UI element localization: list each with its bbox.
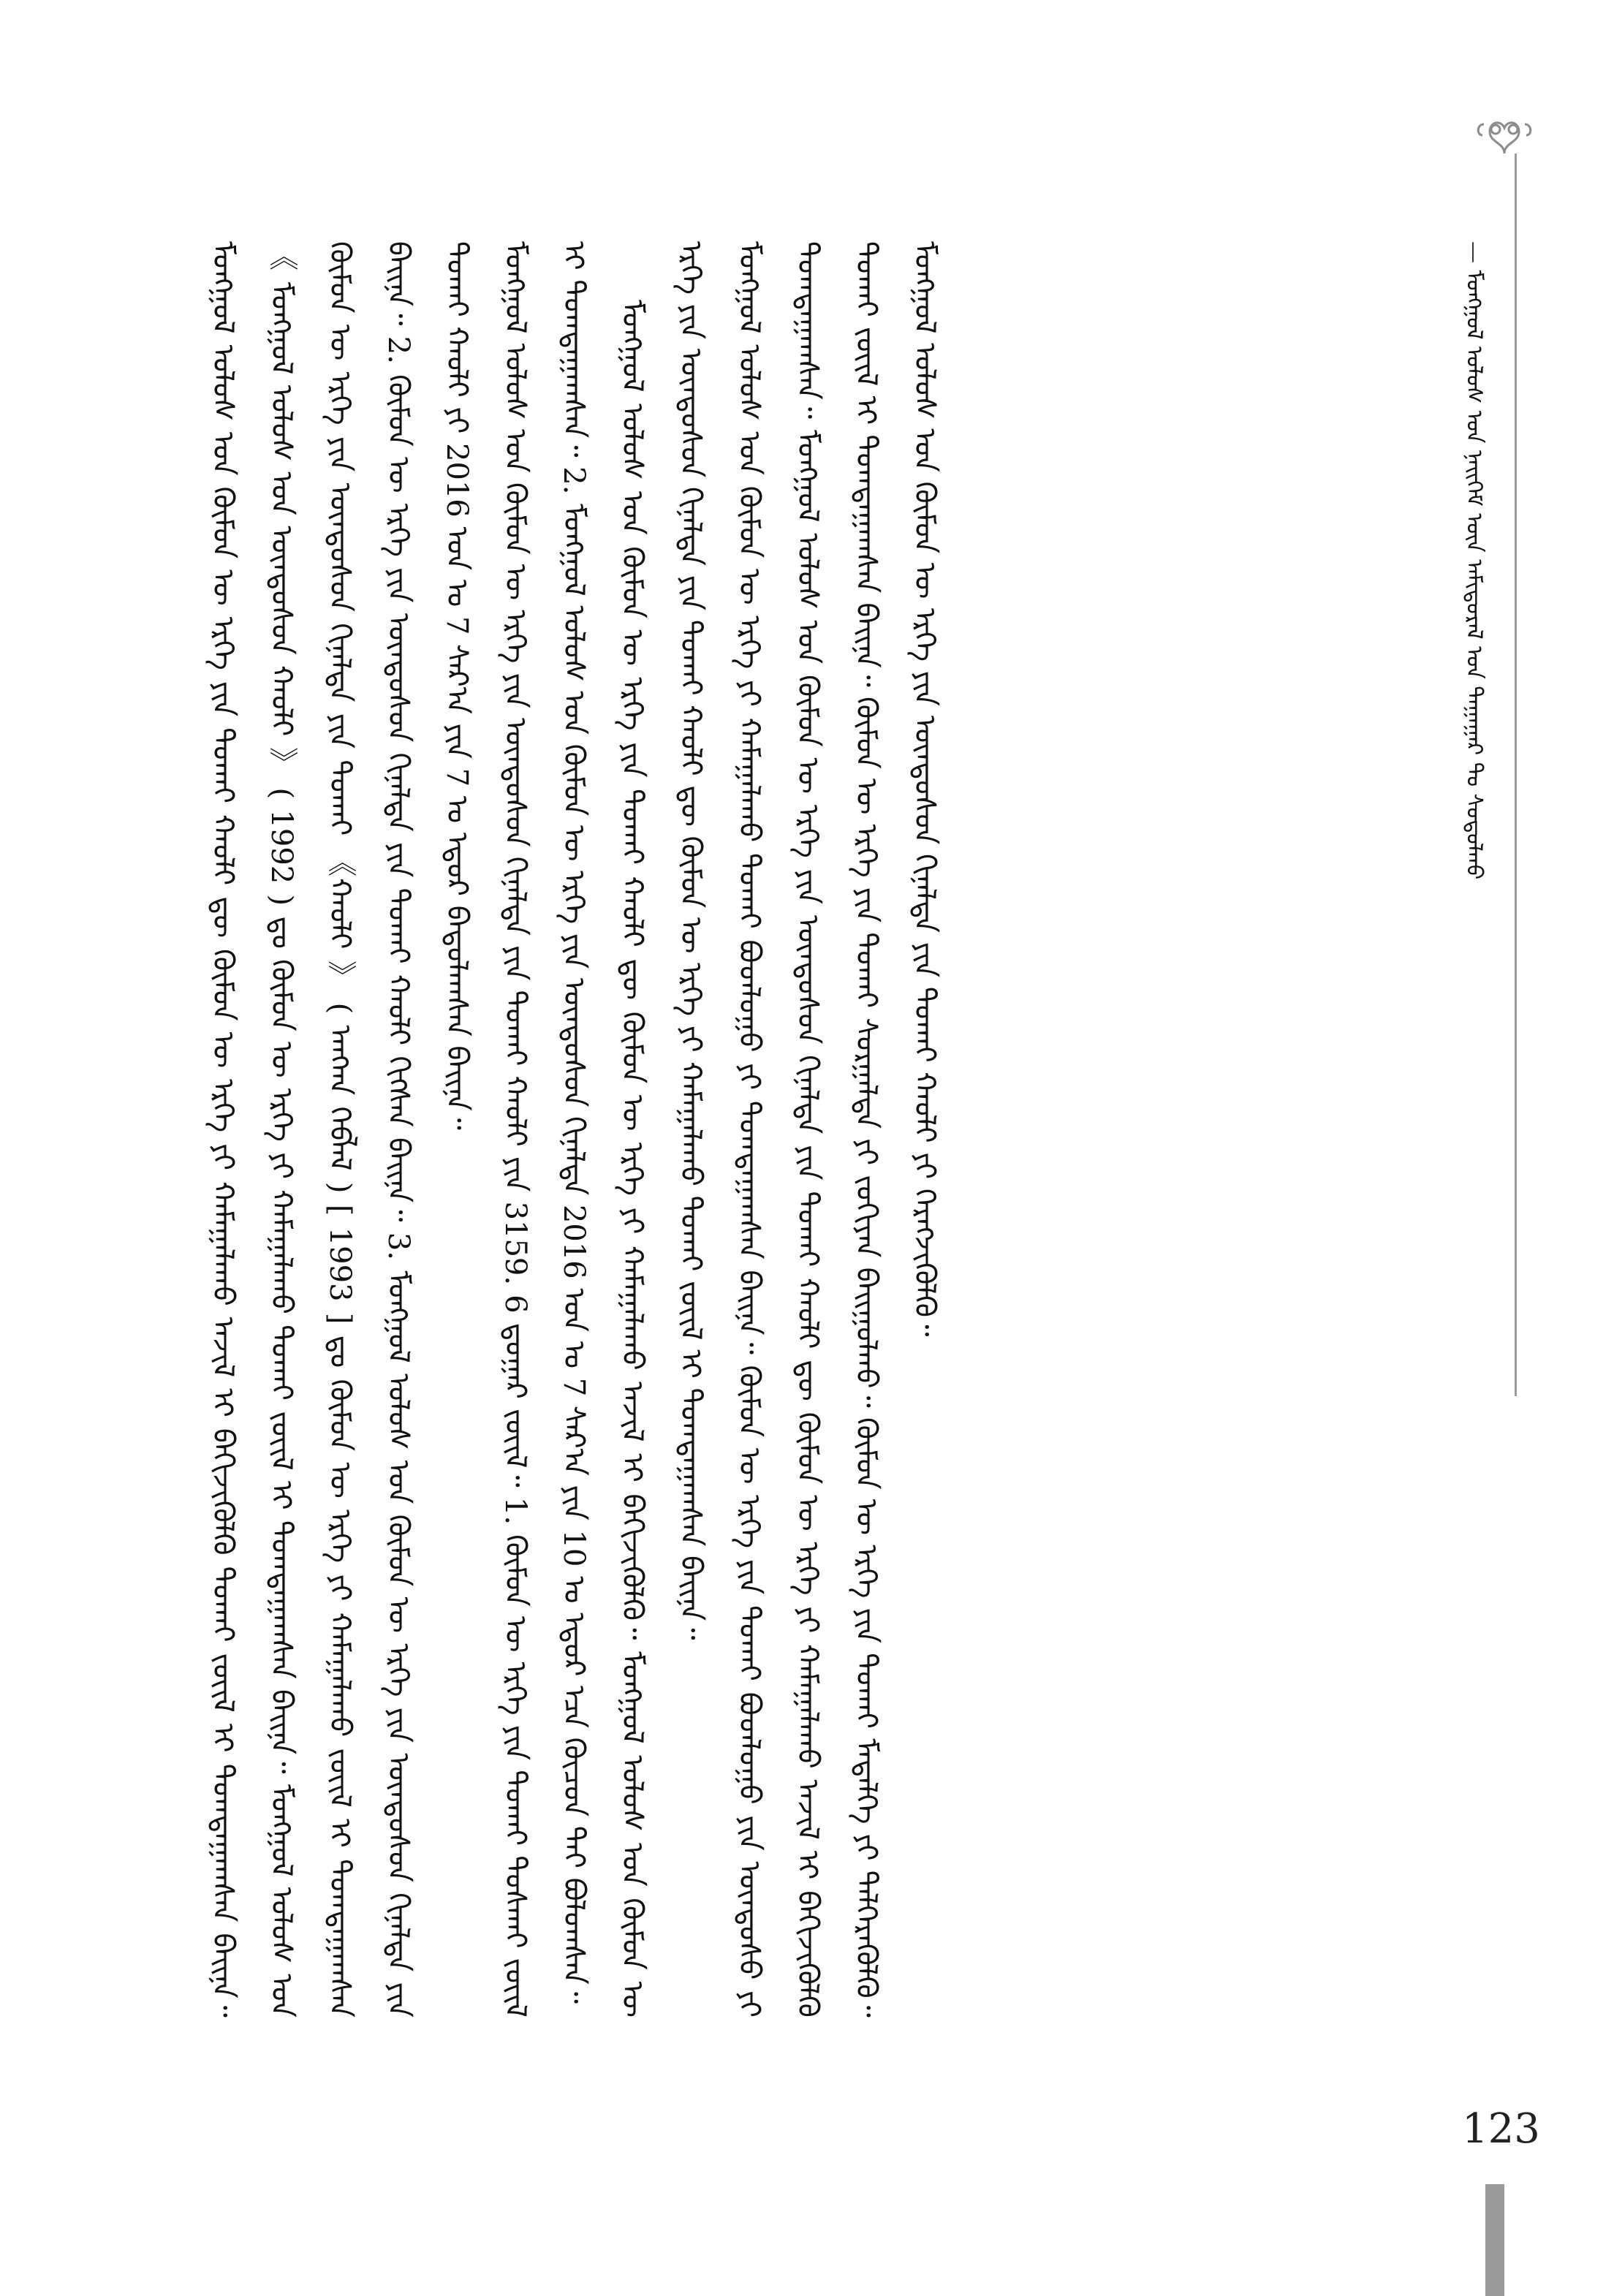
ornament-icon xyxy=(1475,113,1534,157)
page-number: 123 xyxy=(1462,2105,1540,2153)
paragraph: ᠮᠣᠩᠭᠣᠯ ᠤᠯᠤᠰ ᠤᠨ ᠬᠦᠮᠦᠨ ᠦ ᠡᠷᠬᠡ ᠶᠢᠨ ᠲᠤᠬᠠᠢ ᠬᠠᠤᠯᠢ ᠳᠦ ᠬᠦᠮᠦᠨ ᠦ ᠡᠷᠬᠡ ᠶᠢ ᠬᠠᠮᠠᠭᠠᠯᠠᠬᠤ ᠠᠵᠢᠯ ᠢ ᠪᠡᠬᠢᠵᠢᠭᠦᠯᠬᠦ᠃ ᠮᠣᠩᠭᠣᠯ ᠤᠯᠤᠰ ᠤᠨ ᠬᠦᠮᠦᠨ ᠦ ᠡᠷᠬᠡ ᠶᠢᠨ ᠦᠨᠳᠦᠰᠦᠨ ᠬᠢᠨᠠᠯᠲᠠ ᠶᠢᠨ ᠲᠤᠬᠠᠢ ᠬᠠᠤᠯᠢ ᠳᠦ ᠬᠦᠮᠦᠨ ᠦ ᠡᠷᠬᠡ ᠶᠢ ᠬᠠᠮᠠᠭᠠᠯᠠᠬᠤ ᠲᠤᠬᠠᠢ ᠵᠦᠢᠯ ᠢ ᠲᠣᠭᠲᠠᠭᠠᠭᠰᠠᠨ ᠪᠠᠢᠨᠠ᠃ xyxy=(615,241,708,2017)
header-rule xyxy=(1515,154,1517,1396)
paragraph: ᠮᠣᠩᠭᠣᠯ ᠤᠯᠤᠰ ᠤᠨ ᠬᠦᠮᠦᠨ ᠦ ᠡᠷᠬᠡ ᠶᠢᠨ ᠲᠤᠬᠠᠢ ᠬᠠᠤᠯᠢ ᠳᠦ ᠬᠦᠮᠦᠨ ᠦ ᠡᠷᠬᠡ ᠶᠢ ᠬᠠᠮᠠᠭᠠᠯᠠᠬᠤ ᠠᠵᠢᠯ ᠢ ᠪᠡᠬᠢᠵᠢᠭᠦᠯᠬᠦ ᠲᠤᠬᠠᠢ ᠵᠦᠢᠯ ᠢ ᠲᠣᠭᠲᠠᠭᠠᠭᠰᠠᠨ ᠪᠠᠢᠨᠠ᠃ 《 ᠮᠣᠩᠭᠣᠯ ᠤᠯᠤᠰ ᠤᠨ ᠦᠨᠳᠦᠰᠦᠨ ᠬᠠᠤᠯᠢ 》 ( 1992 ) ᠳᠤ ᠬᠦᠮᠦᠨ ᠦ ᠡᠷᠬᠡ ᠶᠢ ᠬᠠᠮᠠᠭᠠᠯᠠᠬᠤ ᠲᠤᠬᠠᠢ ᠵᠦᠢᠯ ᠢ ᠲᠣᠭᠲᠠᠭᠠᠭᠰᠠᠨ ᠪᠠᠢᠨᠠ᠃ ᠮᠣᠩᠭᠣᠯ ᠤᠯᠤᠰ ᠤᠨ ᠬᠦᠮᠦᠨ ᠦ ᠡᠷᠬᠡ ᠶᠢᠨ ᠦᠨᠳᠦᠰᠦᠨ ᠬᠢᠨᠠᠯᠲᠠ ᠶᠢᠨ ᠲᠤᠬᠠᠢ 《ᠬᠠᠤᠯᠢ 》 ( ᠠᠨᠭᠬᠠ ᠬᠡᠪᠯᠡᠯ ) [ 1993 ] ᠳᠤ ᠬᠦᠮᠦᠨ ᠦ ᠡᠷᠬᠡ ᠶᠢ ᠬᠠᠮᠠᠭᠠᠯᠠᠬᠤ ᠵᠦᠢᠯ ᠢ ᠲᠣᠭᠲᠠᠭᠠᠭᠰᠠᠨ ᠪᠠᠢᠨᠠ᠃ 2. ᠬᠦᠮᠦᠨ ᠦ ᠡᠷᠬᠡ ᠶᠢᠨ ᠦᠨᠳᠦᠰᠦᠨ ᠬᠢᠨᠠᠯᠲᠠ ᠶᠢᠨ ᠲᠤᠬᠠᠢ ᠬᠠᠤᠯᠢ ᠬᠢᠭᠰᠡᠨ ᠪᠠᠢᠨᠠ᠃ 3. ᠮᠣᠩᠭᠣᠯ ᠤᠯᠤᠰ ᠤᠨ ᠬᠦᠮᠦᠨ ᠦ ᠡᠷᠬᠡ ᠶᠢᠨ ᠦᠨᠳᠦᠰᠦᠨ ᠬᠢᠨᠠᠯᠲᠠ ᠶᠢᠨ ᠲᠤᠬᠠᠢ ᠬᠠᠤᠯᠢ ᠶᠢ 2016 ᠣᠨ ᠤ 7 ᠰᠠᠷ᠎ᠠ ᠶᠢᠨ 7 ᠤ ᠡᠳᠦᠷ ᠪᠠᠲᠤᠯᠠᠭᠰᠠᠨ ᠪᠠᠢᠨᠠ᠃ xyxy=(206,241,474,2017)
running-head xyxy=(1455,241,1487,1411)
running-head-text: ᠮᠣᠩᠭᠣᠯ ᠤᠯᠤᠰ ᠤᠨ ᠨᠡᠢᠭᠡᠮ ᠦᠨ ᠠᠮᠢᠳᠤᠷᠠᠯ ᠤᠨ ᠳᠠᠭᠠᠭᠠᠷ ᠲᠤ ᠰᠤᠳᠤᠯᠬᠤ xyxy=(1461,270,1487,880)
page-edge-tab xyxy=(1485,2184,1504,2296)
header-dash: — xyxy=(1461,241,1487,263)
body-text xyxy=(194,241,1444,2017)
paragraph: ᠮᠣᠩᠭᠣᠯ ᠤᠯᠤᠰ ᠤᠨ ᠬᠦᠮᠦᠨ ᠦ ᠡᠷᠬᠡ ᠶᠢ ᠬᠠᠮᠠᠭᠠᠯᠠᠬᠤ ᠲᠤᠬᠠᠢ ᠪᠣᠳᠯᠣᠭᠣ ᠶᠢ ᠲᠣᠭᠲᠠᠭᠠᠭᠰᠠᠨ ᠪᠠᠢᠨᠠ᠃ ᠬᠦᠮᠦᠨ ᠦ ᠡᠷᠬᠡ ᠶᠢᠨ ᠲᠤᠬᠠᠢ ᠪᠣᠳᠯᠣᠭᠣ ᠶᠢᠨ ᠦᠨᠳᠦᠰᠦ ᠶᠢ ᠲᠣᠭᠲᠠᠭᠠᠭᠰᠠᠨ᠃ ᠮᠣᠩᠭᠣᠯ ᠤᠯᠤᠰ ᠤᠨ ᠬᠦᠮᠦᠨ ᠦ ᠡᠷᠬᠡ ᠶᠢᠨ ᠦᠨᠳᠦᠰᠦᠨ ᠬᠢᠨᠠᠯᠲᠠ ᠶᠢᠨ ᠲᠤᠬᠠᠢ ᠬᠠᠤᠯᠢ ᠳᠦ ᠬᠦᠮᠦᠨ ᠦ ᠡᠷᠬᠡ ᠶᠢ ᠬᠠᠮᠠᠭᠠᠯᠠᠬᠤ ᠠᠵᠢᠯ ᠢ ᠪᠡᠬᠢᠵᠢᠭᠦᠯᠬᠦ ᠲᠤᠬᠠᠢ ᠵᠦᠢᠯ ᠢ ᠲᠣᠭᠲᠠᠭᠠᠭᠰᠠᠨ ᠪᠠᠢᠨᠠ᠃ ᠬᠦᠮᠦᠨ ᠦ ᠡᠷᠬᠡ ᠶᠢᠨ ᠲᠤᠬᠠᠢ ᠰᠤᠷᠭᠠᠯᠲᠠ ᠶᠢ ᠵᠣᠬᠢᠶᠠᠨ ᠪᠠᠢᠭᠤᠯᠬᠤ᠃ ᠬᠦᠮᠦᠨ ᠦ ᠡᠷᠬᠡ ᠶᠢᠨ ᠲᠤᠬᠠᠢ ᠮᠡᠳᠡᠯᠭᠡ ᠶᠢ ᠳᠡᠯᠭᠡᠷᠡᠭᠦᠯᠬᠦ᠃ ᠮᠣᠩᠭᠣᠯ ᠤᠯᠤᠰ ᠤᠨ ᠬᠦᠮᠦᠨ ᠦ ᠡᠷᠬᠡ ᠶᠢᠨ ᠦᠨᠳᠦᠰᠦᠨ ᠬᠢᠨᠠᠯᠲᠠ ᠶᠢᠨ ᠲᠤᠬᠠᠢ ᠬᠠᠤᠯᠢ ᠶᠢ ᠬᠡᠷᠡᠭᠵᠢᠭᠦᠯᠬᠦ᠃ xyxy=(732,241,942,2017)
paragraph: ᠮᠣᠩᠭᠣᠯ ᠤᠯᠤᠰ ᠤᠨ ᠬᠦᠮᠦᠨ ᠦ ᠡᠷᠬᠡ ᠶᠢᠨ ᠦᠨᠳᠦᠰᠦᠨ ᠬᠢᠨᠠᠯᠲᠠ ᠶᠢᠨ ᠲᠤᠬᠠᠢ ᠬᠠᠤᠯᠢ ᠶᠢᠨ 3159. 6 ᠳ᠋ᠤᠭᠠᠷ ᠵᠦᠢᠯ᠃ 1. ᠬᠦᠮᠦᠨ ᠦ ᠡᠷᠬᠡ ᠶᠢᠨ ᠲᠤᠬᠠᠢ ᠲᠤᠰᠬᠠᠢ ᠵᠦᠢᠯ ᠢ ᠲᠣᠭᠲᠠᠭᠠᠭᠰᠠᠨ᠃ 2. ᠮᠣᠩᠭᠣᠯ ᠤᠯᠤᠰ ᠤᠨ ᠬᠦᠮᠦᠨ ᠦ ᠡᠷᠬᠡ ᠶᠢᠨ ᠦᠨᠳᠦᠰᠦᠨ ᠬᠢᠨᠠᠯᠲᠠ 2016 ᠣᠨ ᠤ 7 ᠰᠠᠷ᠎ᠠ ᠶᠢᠨ 10 ᠤ ᠡᠳᠦᠷ ᠡᠴᠡ ᠬᠦᠴᠦᠨ ᠲᠡᠢ ᠪᠣᠯᠤᠭᠰᠠᠨ᠃ xyxy=(499,241,591,2017)
